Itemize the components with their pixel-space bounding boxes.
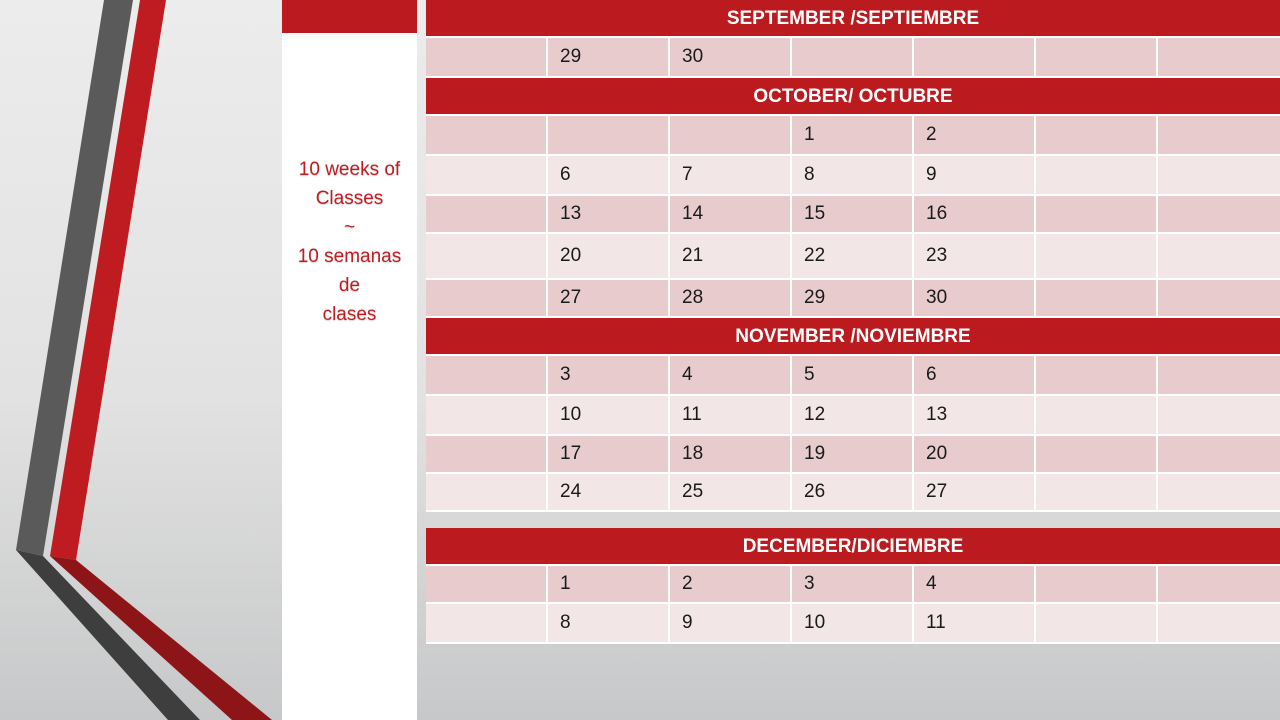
calendar-day-cell <box>1036 396 1158 434</box>
calendar-row <box>426 396 1280 436</box>
calendar-day-cell <box>426 280 548 316</box>
label-line: 10 semanas <box>297 246 402 267</box>
calendar-day-cell <box>426 566 548 602</box>
calendar-day-cell <box>548 116 670 154</box>
calendar-day-cell <box>1036 356 1158 394</box>
calendar-day-cell: 23 <box>914 234 1036 278</box>
calendar-row <box>426 604 1280 644</box>
calendar-table <box>426 0 1280 512</box>
calendar-day-cell <box>1158 566 1280 602</box>
calendar-day-cell: 27 <box>914 474 1036 510</box>
calendar-day-cell: 10 <box>792 604 914 642</box>
calendar-day-cell <box>1036 156 1158 194</box>
calendar-day-cell: 11 <box>670 396 792 434</box>
calendar-day-cell <box>1036 566 1158 602</box>
calendar-day-cell: 17 <box>548 436 670 472</box>
calendar-day-cell <box>1158 356 1280 394</box>
calendar-day-cell <box>914 38 1036 76</box>
calendar-day-cell <box>1158 156 1280 194</box>
calendar-day-cell: 9 <box>914 156 1036 194</box>
calendar-day-cell <box>1036 38 1158 76</box>
calendar-day-cell <box>1158 38 1280 76</box>
calendar-day-cell <box>426 474 548 510</box>
calendar-day-cell <box>1036 196 1158 232</box>
calendar-day-cell <box>426 234 548 278</box>
calendar-day-cell: 19 <box>792 436 914 472</box>
calendar-day-cell <box>1158 436 1280 472</box>
calendar-row <box>426 156 1280 196</box>
calendar-day-cell: 26 <box>792 474 914 510</box>
calendar-day-cell: 2 <box>670 566 792 602</box>
calendar-day-cell <box>1158 280 1280 316</box>
calendar-day-cell <box>1158 196 1280 232</box>
calendar-day-cell: 22 <box>792 234 914 278</box>
calendar-day-cell: 6 <box>548 156 670 194</box>
calendar-day-cell: 14 <box>670 196 792 232</box>
calendar-day-cell: 29 <box>548 38 670 76</box>
calendar-day-cell <box>1036 234 1158 278</box>
calendar-row <box>426 116 1280 156</box>
calendar-day-cell: 29 <box>792 280 914 316</box>
month-body <box>426 356 1280 512</box>
month-header-september: SEPTEMBER /SEPTIEMBRE <box>426 0 1280 38</box>
label-line: ~ <box>343 217 356 238</box>
calendar-row <box>426 234 1280 280</box>
calendar-day-cell: 20 <box>914 436 1036 472</box>
calendar-day-cell: 6 <box>914 356 1036 394</box>
calendar-day-cell: 8 <box>792 156 914 194</box>
month-body <box>426 116 1280 318</box>
calendar-day-cell: 10 <box>548 396 670 434</box>
calendar-day-cell: 27 <box>548 280 670 316</box>
calendar-day-cell: 12 <box>792 396 914 434</box>
calendar-day-cell: 25 <box>670 474 792 510</box>
calendar-row <box>426 196 1280 234</box>
calendar-day-cell <box>426 116 548 154</box>
calendar-row <box>426 280 1280 318</box>
calendar-day-cell: 3 <box>792 566 914 602</box>
calendar-row <box>426 566 1280 604</box>
calendar-day-cell: 8 <box>548 604 670 642</box>
calendar-day-cell: 9 <box>670 604 792 642</box>
label-line: de <box>338 275 361 296</box>
label-line: clases <box>322 304 377 325</box>
calendar-day-cell <box>1158 116 1280 154</box>
calendar-day-cell: 4 <box>670 356 792 394</box>
calendar-day-cell: 28 <box>670 280 792 316</box>
calendar-day-cell <box>426 436 548 472</box>
calendar-day-cell: 3 <box>548 356 670 394</box>
calendar-day-cell: 7 <box>670 156 792 194</box>
calendar-day-cell <box>1158 604 1280 642</box>
calendar-day-cell: 4 <box>914 566 1036 602</box>
calendar-day-cell <box>1036 436 1158 472</box>
calendar-day-cell: 24 <box>548 474 670 510</box>
side-panel-header <box>282 0 417 33</box>
calendar-day-cell <box>426 604 548 642</box>
calendar-day-cell <box>426 156 548 194</box>
calendar-day-cell: 1 <box>792 116 914 154</box>
calendar-day-cell: 13 <box>548 196 670 232</box>
calendar-day-cell: 5 <box>792 356 914 394</box>
calendar-row <box>426 436 1280 474</box>
side-panel <box>282 0 417 720</box>
calendar-day-cell <box>670 116 792 154</box>
calendar-day-cell <box>1036 474 1158 510</box>
calendar-day-cell <box>1158 234 1280 278</box>
calendar-day-cell: 15 <box>792 196 914 232</box>
decorative-stripes <box>0 0 290 720</box>
label-line: 10 weeks of <box>298 159 401 180</box>
calendar-day-cell: 30 <box>914 280 1036 316</box>
calendar-day-cell: 16 <box>914 196 1036 232</box>
calendar-day-cell <box>1036 280 1158 316</box>
calendar-day-cell <box>1158 474 1280 510</box>
month-body <box>426 38 1280 78</box>
calendar-row <box>426 38 1280 78</box>
calendar-day-cell <box>1036 116 1158 154</box>
calendar-day-cell <box>426 38 548 76</box>
calendar-row <box>426 356 1280 396</box>
calendar-day-cell <box>1036 604 1158 642</box>
weeks-of-classes-label <box>282 155 417 329</box>
calendar-row <box>426 474 1280 512</box>
calendar-day-cell: 1 <box>548 566 670 602</box>
calendar-day-cell: 21 <box>670 234 792 278</box>
calendar-day-cell: 18 <box>670 436 792 472</box>
month-header-october: OCTOBER/ OCTUBRE <box>426 78 1280 116</box>
calendar-table-december <box>426 528 1280 644</box>
calendar-day-cell <box>426 396 548 434</box>
calendar-day-cell <box>426 356 548 394</box>
label-line: Classes <box>315 188 384 209</box>
month-header-december: DECEMBER/DICIEMBRE <box>426 528 1280 566</box>
calendar-day-cell <box>1158 396 1280 434</box>
calendar-day-cell: 13 <box>914 396 1036 434</box>
calendar-day-cell <box>792 38 914 76</box>
month-body <box>426 566 1280 644</box>
calendar-day-cell: 30 <box>670 38 792 76</box>
calendar-day-cell: 11 <box>914 604 1036 642</box>
calendar-day-cell: 2 <box>914 116 1036 154</box>
calendar-day-cell <box>426 196 548 232</box>
month-header-november: NOVEMBER /NOVIEMBRE <box>426 318 1280 356</box>
calendar-day-cell: 20 <box>548 234 670 278</box>
